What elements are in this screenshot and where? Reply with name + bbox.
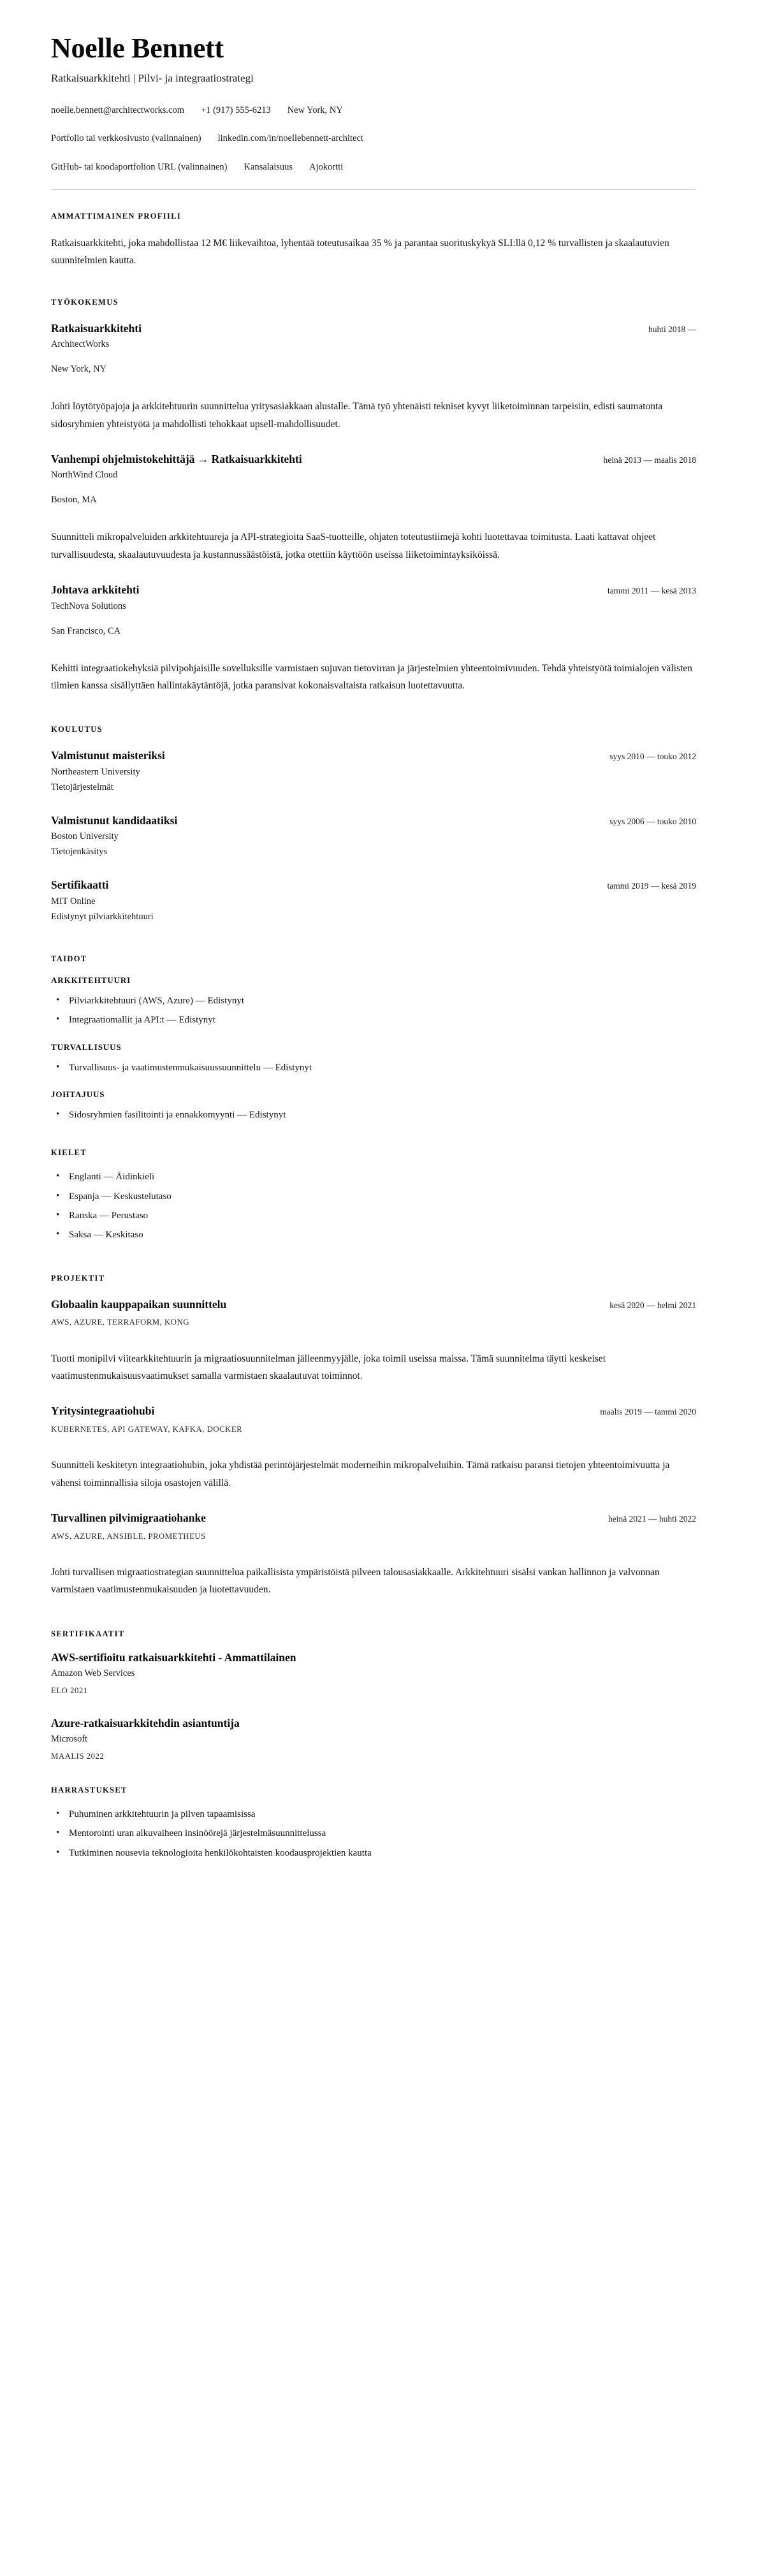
entry-header [51, 321, 696, 337]
field-of-study: Tietojärjestelmät [51, 782, 113, 792]
job-title: Ratkaisuarkkitehti [51, 321, 142, 335]
job-location: New York, NY [51, 364, 107, 375]
certifications-list [51, 1650, 696, 1763]
contact-item: GitHub- tai koodaportfolion URL (valinnainen) [51, 161, 228, 172]
project-date: kesä 2020 — helmi 2021 [609, 1300, 696, 1310]
language-item: • Ranska — Perustaso [51, 1208, 696, 1223]
skill-group-title: JOHTAJUUS [51, 1089, 105, 1100]
interest-item: • Puhuminen arkkitehtuurin ja pilven tapaamisissa [51, 1807, 696, 1822]
skill-group [51, 1089, 696, 1123]
section-certifications [51, 1629, 696, 1763]
language-item: • Englanti — Äidinkieli [51, 1169, 696, 1184]
project-tech: AWS, AZURE, TERRAFORM, KONG [51, 1318, 190, 1327]
section-interests [51, 1786, 696, 1861]
job-description: Johti löytötyöpajoja ja arkkitehtuurin suunnittelua yritysasiakkaan alustalle. Tämä työ yhtenäisti tekniset kyvyt liiketoiminnan tarpeisiin, edisti saumatonta sidosryhmien yhteistyötä ja mahdollisti tehokkaat upsell-mahdollisuudet. [51, 401, 663, 430]
job-description: Suunnitteli mikropalveluiden arkkitehtuureja ja API-strategioita SaaS-tuotteille, ohjaten toteutustiimejä kohti luotettavaa toimitusta. Laati kattavat ohjeet turvallisuudesta, skaalautuvuudesta ja kustannussäästöistä, jotka otettiin käyttöön useissa liiketoimintayksiköissä. [51, 532, 656, 560]
section-title-projects: PROJEKTIT [51, 1273, 105, 1283]
languages-list [51, 1169, 696, 1242]
entry-header [51, 748, 696, 764]
header-divider [51, 189, 696, 190]
contact-item: noelle.bennett@architectworks.com [51, 105, 185, 115]
section-title-skills: TAIDOT [51, 954, 87, 964]
project-entry [51, 1297, 696, 1385]
section-skills [51, 954, 696, 1123]
school-name: Northeastern University [51, 766, 140, 777]
entry-header [51, 452, 696, 467]
contact-item: linkedin.com/in/noellebennett-architect [217, 133, 363, 144]
project-tech: KUBERNETES, API GATEWAY, KAFKA, DOCKER [51, 1424, 243, 1434]
education-entry [51, 748, 696, 794]
project-title: Yritysintegraatiohubi [51, 1404, 155, 1418]
contact-row-2 [51, 133, 696, 145]
project-description: Suunnitteli keskitetyn integraatiohubin, joka yhdistää perintöjärjestelmät moderneihin mikropalveluihin. Tämä ratkaisu paransi tietojen yhteentoimivuutta ja vähensi toiminnallisia siloja osastojen välillä. [51, 1460, 670, 1488]
candidate-headline: Ratkaisuarkkitehti | Pilvi- ja integraatiostrategi [51, 71, 254, 84]
section-languages [51, 1148, 696, 1242]
certification-issuer: Amazon Web Services [51, 1668, 135, 1679]
contact-item: Ajokortti [309, 161, 344, 172]
degree-date: syys 2010 — touko 2012 [609, 752, 696, 762]
section-title-summary: AMMATTIMAINEN PROFIILI [51, 212, 182, 221]
job-company: NorthWind Cloud [51, 470, 118, 481]
project-description: Tuotti monipilvi viitearkkitehtuurin ja migraatiosuunnitelman jälleenmyyjälle, joka toimii useissa maissa. Tämä suunnitelma täytti keskeiset vaatimustenmukaisuusvaatimukset samalla varmistaen skaalautuvat toiminnot. [51, 1353, 606, 1381]
experience-list [51, 321, 696, 695]
project-date: heinä 2021 — huhti 2022 [608, 1513, 696, 1524]
job-title: Johtava arkkitehti [51, 583, 140, 596]
job-date: tammi 2011 — kesä 2013 [608, 585, 696, 595]
candidate-name: Noelle Bennett [51, 33, 224, 64]
experience-entry [51, 452, 696, 564]
certification-date: ELO 2021 [51, 1686, 88, 1696]
job-company: TechNova Solutions [51, 600, 126, 611]
section-title-interests: HARRASTUKSET [51, 1786, 127, 1794]
section-title-education: KOULUTUS [51, 725, 103, 734]
experience-entry [51, 321, 696, 433]
project-entry [51, 1404, 696, 1492]
entry-header [51, 583, 696, 598]
entry-header [51, 1511, 696, 1526]
interest-item: • Tutkiminen nousevia teknologioita henkilökohtaisten koodausprojektien kautta [51, 1845, 696, 1861]
project-title: Turvallinen pilvimigraatiohanke [51, 1511, 206, 1524]
section-title-languages: KIELET [51, 1148, 87, 1158]
project-entry [51, 1511, 696, 1599]
entry-header [51, 1297, 696, 1313]
degree-date: syys 2006 — touko 2010 [609, 816, 696, 826]
job-company: ArchitectWorks [51, 339, 110, 350]
certification-date: MAALIS 2022 [51, 1752, 105, 1761]
skill-item: • Pilviarkkitehtuuri (AWS, Azure) — Edistynyt [51, 993, 696, 1008]
section-experience [51, 298, 696, 695]
skill-items [51, 993, 696, 1028]
skill-group [51, 1042, 696, 1075]
job-location: Boston, MA [51, 495, 97, 506]
skill-item: • Integraatiomallit ja API:t — Edistynyt [51, 1012, 696, 1028]
job-description: Kehitti integraatiokehyksiä pilvipohjaisille sovelluksille varmistaen sujuvan tietovirran ja järjestelmien yhteentoimivuuden. Tehdä yhteistyötä toimialojen välisten tiimien kanssa sisällyttäen hallintakäytäntöjä, jotka paransivat kokonaisvaltaista ratkaisun luotettavuutta. [51, 662, 692, 691]
field-of-study: Edistynyt pilviarkkitehtuuri [51, 912, 154, 922]
job-date: huhti 2018 — [648, 324, 696, 334]
language-item: • Espanja — Keskustelutaso [51, 1189, 696, 1204]
degree-title: Valmistunut kandidaatiksi [51, 813, 178, 827]
contact-item: New York, NY [287, 105, 343, 115]
skill-item: • Sidosryhmien fasilitointi ja ennakkomyynti — Edistynyt [51, 1107, 696, 1123]
projects-list [51, 1297, 696, 1599]
skill-group-title: ARKKITEHTUURI [51, 975, 131, 986]
certification-entry [51, 1650, 696, 1697]
section-title-certifications: SERTIFIKAATIT [51, 1629, 125, 1638]
certification-title: AWS-sertifioitu ratkaisuarkkitehti - Ammattilainen [51, 1650, 296, 1664]
education-entry [51, 813, 696, 859]
contact-row-3 [51, 161, 696, 174]
job-title: Vanhempi ohjelmistokehittäjä → Ratkaisuarkkitehti [51, 452, 302, 465]
entry-header [51, 1650, 696, 1666]
section-education [51, 725, 696, 924]
degree-date: tammi 2019 — kesä 2019 [607, 881, 696, 891]
language-item: • Saksa — Keskitaso [51, 1227, 696, 1242]
contact-item: Kansalaisuus [244, 161, 293, 172]
degree-title: Sertifikaatti [51, 878, 109, 892]
skill-group [51, 975, 696, 1028]
summary-text: Ratkaisuarkkitehti, joka mahdollistaa 12 M€ liikevaihtoa, lyhentää toteutusaikaa 35 % ja parantaa suorituskykyä SLI:llä 0,12 % turvallisten ja skaalautuvien suunnitelmien kautta. [51, 238, 669, 266]
certification-title: Azure-ratkaisuarkkitehdin asiantuntija [51, 1716, 240, 1729]
entry-header [51, 813, 696, 829]
entry-header [51, 878, 696, 893]
degree-title: Valmistunut maisteriksi [51, 749, 165, 762]
interest-item: • Mentorointi uran alkuvaiheen insinöörejä järjestelmäsuunnittelussa [51, 1826, 696, 1841]
field-of-study: Tietojenkäsitys [51, 847, 108, 857]
resume-header [51, 33, 696, 173]
job-date: heinä 2013 — maalis 2018 [603, 455, 696, 465]
section-projects [51, 1274, 696, 1599]
contact-item: +1 (917) 555-6213 [201, 105, 271, 115]
project-description: Johti turvallisen migraatiostrategian suunnittelua paikallisista ympäristöistä pilveen talousasiakkaalle. Arkkitehtuuri sisälsi vankan hallinnon ja valvonnan varmistaen vaatimustenmukaisuuden ja luotettavuuden. [51, 1567, 660, 1596]
certification-entry [51, 1716, 696, 1763]
certification-issuer: Microsoft [51, 1734, 88, 1745]
skill-items [51, 1060, 696, 1075]
contact-row-1 [51, 105, 696, 117]
experience-entry [51, 583, 696, 694]
job-location: San Francisco, CA [51, 625, 121, 636]
education-list [51, 748, 696, 924]
skills-list [51, 975, 696, 1123]
skill-item: • Turvallisuus- ja vaatimustenmukaisuussuunnittelu — Edistynyt [51, 1060, 696, 1075]
section-summary [51, 212, 696, 269]
project-title: Globaalin kauppapaikan suunnittelu [51, 1297, 227, 1311]
contact-item: Portfolio tai verkkosivusto (valinnainen) [51, 133, 201, 144]
skill-items [51, 1107, 696, 1123]
school-name: Boston University [51, 831, 119, 842]
entry-header [51, 1716, 696, 1731]
education-entry [51, 878, 696, 924]
entry-header [51, 1404, 696, 1419]
section-title-experience: TYÖKOKEMUS [51, 297, 119, 307]
school-name: MIT Online [51, 896, 96, 907]
skill-group-title: TURVALLISUUS [51, 1042, 122, 1052]
interests-list [51, 1807, 696, 1861]
project-date: maalis 2019 — tammi 2020 [600, 1407, 696, 1417]
project-tech: AWS, AZURE, ANSIBLE, PROMETHEUS [51, 1531, 206, 1541]
